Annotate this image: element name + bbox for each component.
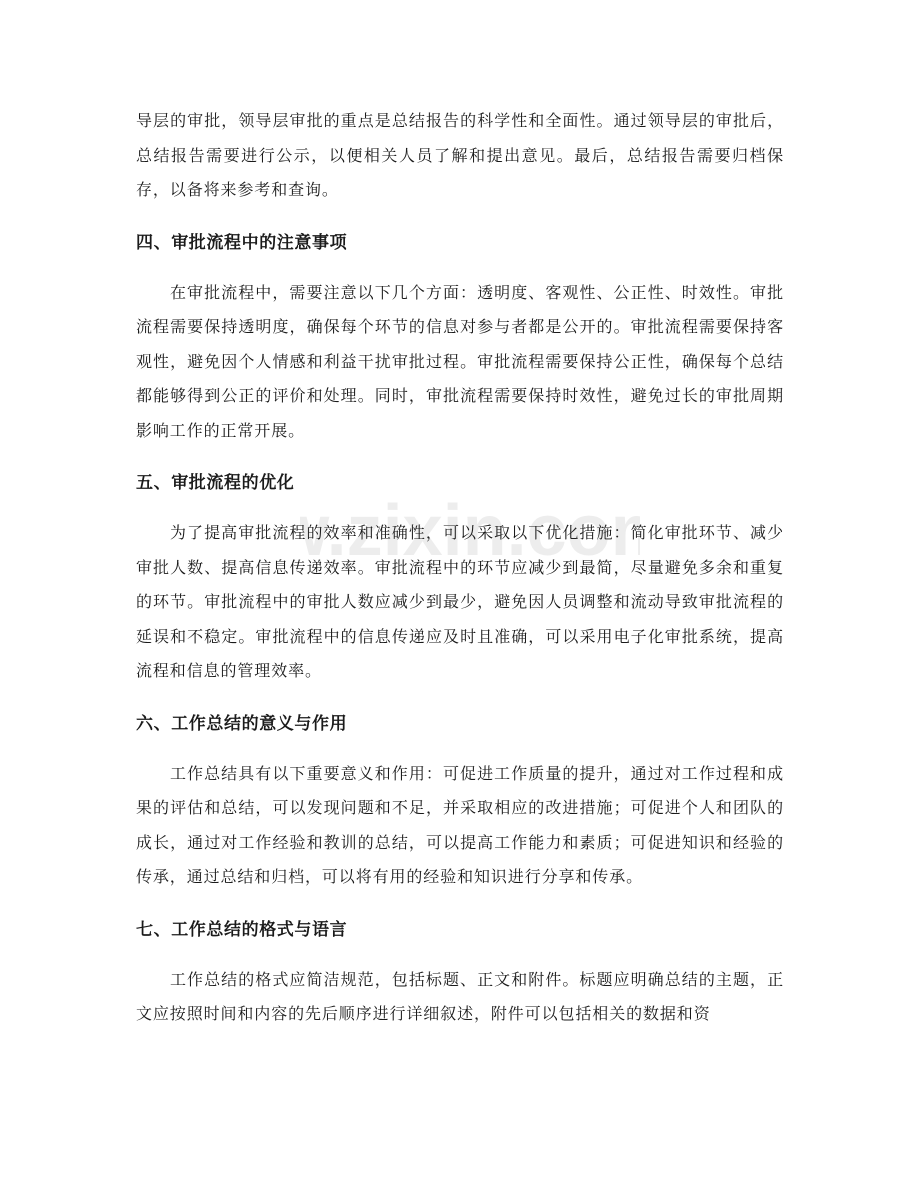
watermark-text: .zixin.co: [326, 491, 611, 571]
section-body-4: 在审批流程中，需要注意以下几个方面：透明度、客观性、公正性、时效性。审批流程需要保持透明度，确保每个环节的信息对参与者都是公开的。审批流程需要保持客观性，避免因个人情感和利益干扰审批过程。审批流程需要保持公正性，确保每个总结都能够得到公正的评价和处理。同时，审批流程需要保持时效性，避免过长的审批周期影响工作的正常开展。: [136, 282, 784, 440]
section-heading-4: 四、审批流程中的注意事项: [136, 232, 348, 253]
document-page: [136, 104, 784, 1050]
section-heading-5: 五、审批流程的优化: [136, 473, 295, 493]
section-body-6: 工作总结具有以下重要意义和作用：可促进工作质量的提升，通过对工作过程和成果的评估和总结，可以发现问题和不足，并采取相应的改进措施；可促进个人和团队的成长，通过对工作经验和教训的总结，可以提高工作能力和素质；可促进知识和经验的传承，通过总结和归档，可以将有用的经验和知识进行分享和传承。: [136, 763, 784, 886]
intro-paragraph: 导层的审批，领导层审批的重点是总结报告的科学性和全面性。通过领导层的审批后，总结报告需要进行公示，以便相关人员了解和提出意见。最后，总结报告需要归档保存，以备将来参考和查询。: [136, 111, 784, 199]
section-body-5: 为了提高审批流程的效率和准确性，可以采取以下优化措施：简化审批环节、减少审批人数、提高信息传递效率。审批流程中的环节应减少到最简，尽量避免多余和重复的环节。审批流程中的审批人数应减少到最少，避免因人员调整和流动导致审批流程的延误和不稳定。审批流程中的信息传递应及时且准确，可以采用电子化审批系统，提高流程和信息的管理效率。: [136, 523, 784, 680]
section-heading-7: 七、工作总结的格式与语言: [136, 919, 348, 940]
section-heading-6: 六、工作总结的意义与作用: [136, 713, 348, 734]
section-body-7: 工作总结的格式应简洁规范，包括标题、正文和附件。标题应明确总结的主题，正文应按照时间和内容的先后顺序进行详细叙述，附件可以包括相关的数据和资: [136, 969, 784, 1023]
